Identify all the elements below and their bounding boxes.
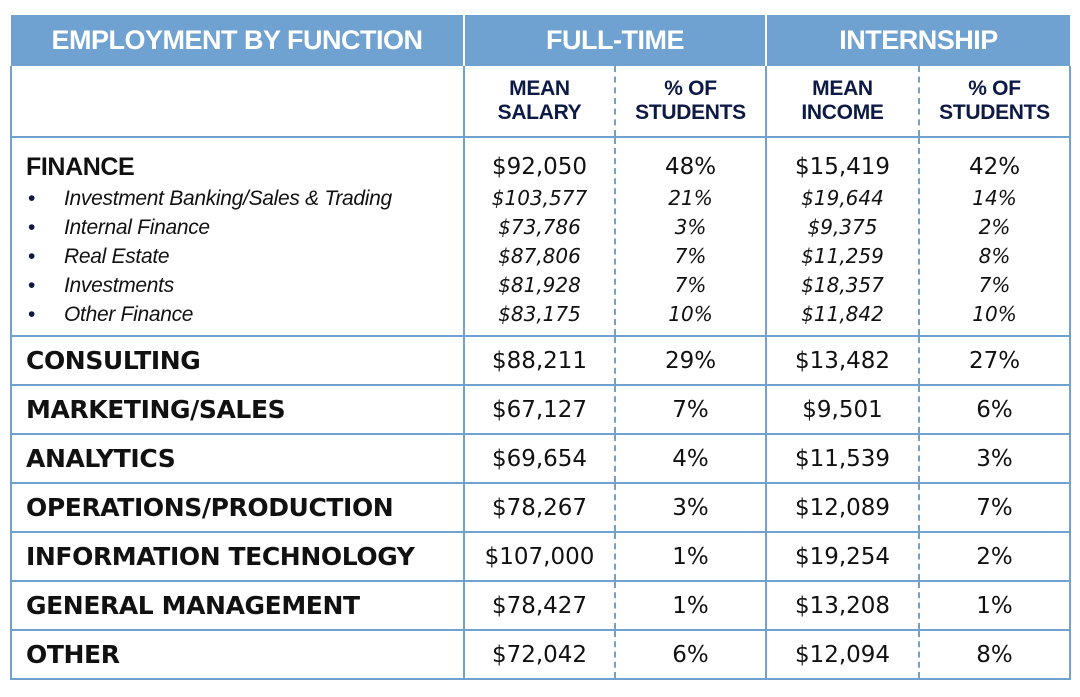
header-internship: INTERNSHIP	[766, 15, 1070, 66]
list-item: • Investments	[28, 274, 174, 297]
header-full-time: FULL-TIME	[464, 15, 766, 66]
ft-mean-salary: $69,654	[464, 434, 615, 483]
list-item: • Other Finance	[28, 303, 194, 326]
header-row	[11, 15, 1070, 66]
in-mean-income: $13,208	[766, 581, 919, 630]
finance-in-income-cell: $15,419 $19,644 $9,375 $11,259 $18,357 $11,842	[766, 137, 919, 336]
function-name: GENERAL MANAGEMENT	[11, 581, 464, 630]
subheader-ft-pct-students: % OF STUDENTS	[615, 66, 766, 137]
function-name: OTHER	[11, 630, 464, 679]
in-mean-income: $12,089	[766, 483, 919, 532]
finance-name-cell	[11, 137, 464, 336]
list-item: • Real Estate	[28, 245, 170, 268]
function-name: MARKETING/SALES	[11, 385, 464, 434]
in-pct-students: 8%	[919, 630, 1070, 679]
in-mean-income: $9,501	[766, 385, 919, 434]
ft-mean-salary: $72,042	[464, 630, 615, 679]
employment-by-function-table	[10, 15, 1071, 680]
ft-mean-salary: $78,427	[464, 581, 615, 630]
in-mean-income: $19,254	[766, 532, 919, 581]
in-pct-students: 1%	[919, 581, 1070, 630]
function-name: OPERATIONS/PRODUCTION	[11, 483, 464, 532]
ft-pct-students: 3%	[615, 483, 766, 532]
in-mean-income: $12,094	[766, 630, 919, 679]
function-name: CONSULTING	[11, 336, 464, 385]
ft-mean-salary: $78,267	[464, 483, 615, 532]
subheader-in-pct-students: % OF STUDENTS	[919, 66, 1070, 137]
in-pct-students: 6%	[919, 385, 1070, 434]
list-item: • Internal Finance	[28, 216, 210, 239]
table-row	[11, 483, 1070, 532]
header-function: EMPLOYMENT BY FUNCTION	[11, 15, 464, 66]
subheader-row	[11, 66, 1070, 137]
list-item: • Investment Banking/Sales & Trading	[28, 187, 392, 210]
employment-table-container	[10, 15, 1069, 680]
ft-pct-students: 1%	[615, 581, 766, 630]
ft-pct-students: 7%	[615, 385, 766, 434]
in-pct-students: 3%	[919, 434, 1070, 483]
in-mean-income: $11,539	[766, 434, 919, 483]
table-row	[11, 336, 1070, 385]
subheader-blank	[11, 66, 464, 137]
table-row	[11, 532, 1070, 581]
table-row	[11, 434, 1070, 483]
in-pct-students: 27%	[919, 336, 1070, 385]
ft-pct-students: 4%	[615, 434, 766, 483]
ft-mean-salary: $67,127	[464, 385, 615, 434]
in-pct-students: 2%	[919, 532, 1070, 581]
function-name: FINANCE	[26, 153, 135, 181]
table-row	[11, 385, 1070, 434]
ft-mean-salary: $107,000	[464, 532, 615, 581]
ft-mean-salary: $88,211	[464, 336, 615, 385]
table-row	[11, 630, 1070, 679]
finance-ft-pct-cell: 48% 21% 3% 7% 7% 10%	[615, 137, 766, 336]
subheader-ft-mean-salary: MEAN SALARY	[464, 66, 615, 137]
function-name: ANALYTICS	[11, 434, 464, 483]
finance-ft-salary-cell: $92,050 $103,577 $73,786 $87,806 $81,928 $83,175	[464, 137, 615, 336]
ft-pct-students: 6%	[615, 630, 766, 679]
function-name: INFORMATION TECHNOLOGY	[11, 532, 464, 581]
table-row-finance	[11, 137, 1070, 336]
ft-pct-students: 1%	[615, 532, 766, 581]
in-mean-income: $13,482	[766, 336, 919, 385]
subheader-in-mean-income: MEAN INCOME	[766, 66, 919, 137]
finance-in-pct-cell: 42% 14% 2% 8% 7% 10%	[919, 137, 1070, 336]
table-row	[11, 581, 1070, 630]
in-pct-students: 7%	[919, 483, 1070, 532]
ft-pct-students: 29%	[615, 336, 766, 385]
finance-sub-list	[26, 184, 463, 329]
